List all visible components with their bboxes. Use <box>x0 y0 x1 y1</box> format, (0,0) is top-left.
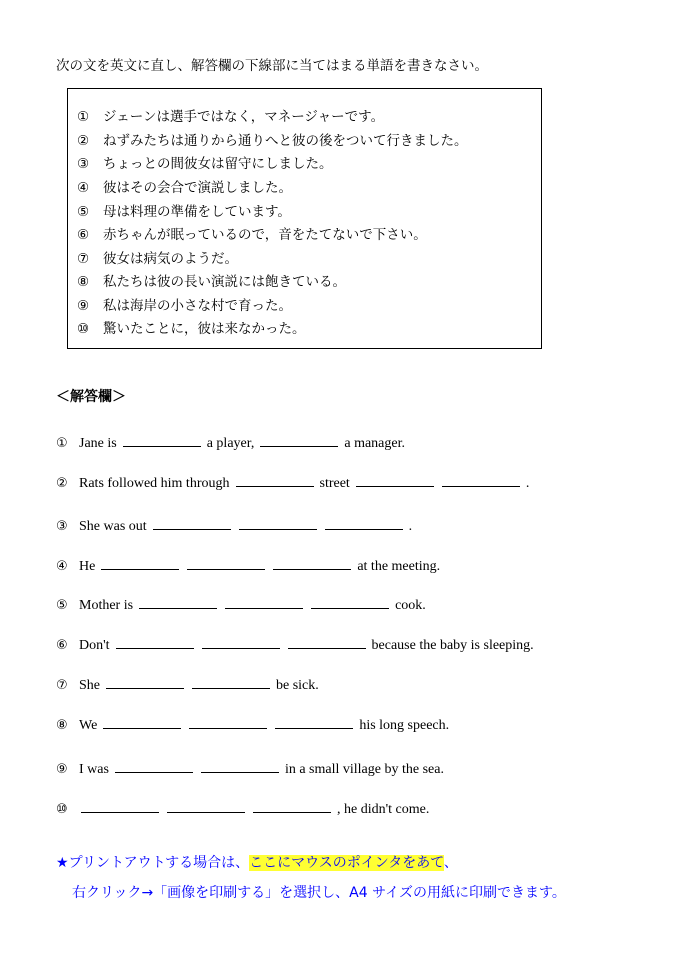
answer-blank[interactable] <box>139 596 217 609</box>
question-number: ① <box>77 109 90 125</box>
answer-blank[interactable] <box>275 716 353 729</box>
answer-row <box>56 474 531 492</box>
star-icon: ★ <box>56 855 69 871</box>
answer-row <box>56 676 321 694</box>
question-number: ⑩ <box>77 321 90 337</box>
answer-row <box>56 517 414 535</box>
question-item <box>77 270 346 290</box>
print-image-hotspot[interactable]: ここにマウスのポインタをあて <box>249 855 444 871</box>
answer-text: in a small village by the sea. <box>284 762 444 777</box>
question-item <box>77 223 427 243</box>
answer-number: ⑨ <box>56 762 68 777</box>
question-text: 私たちは彼の長い演説には飽きている。 <box>103 274 346 290</box>
question-number: ② <box>77 133 90 149</box>
answer-row <box>56 596 428 614</box>
answer-blank[interactable] <box>103 716 181 729</box>
question-item <box>77 152 333 172</box>
answer-text: his long speech. <box>359 718 450 733</box>
answer-number: ⑦ <box>56 678 68 693</box>
answer-number: ⑩ <box>56 802 68 817</box>
question-item <box>77 105 384 125</box>
answer-row <box>56 557 442 575</box>
question-number: ③ <box>77 156 90 172</box>
answer-text: because the baby is sleeping. <box>371 638 534 653</box>
print-note-line2: 右クリック→「画像を印刷する」を選択し、A4 サイズの用紙に印刷できます。 <box>72 885 566 901</box>
question-number: ⑤ <box>77 204 90 220</box>
answer-blank[interactable] <box>260 434 338 447</box>
answer-blank[interactable] <box>123 434 201 447</box>
question-text: ジェーンは選手ではなく，マネージャーです。 <box>103 109 385 125</box>
answer-text: Jane is <box>79 436 117 451</box>
question-number: ④ <box>77 180 90 196</box>
answer-blank[interactable] <box>225 596 303 609</box>
question-text: 私は海岸の小さな村で育った。 <box>103 298 292 314</box>
question-text: 彼はその会合で演説しました。 <box>103 180 292 196</box>
instruction-text: 次の文を英文に直し、解答欄の下線部に当てはまる単語を書きなさい。 <box>56 58 488 74</box>
answer-blank[interactable] <box>236 474 314 487</box>
answer-number: ⑥ <box>56 638 68 653</box>
question-text: ねずみたちは通りから通りへと彼の後をついて行きました。 <box>103 133 468 149</box>
answer-blank[interactable] <box>325 517 403 530</box>
answer-heading: ＜解答欄＞ <box>56 389 126 405</box>
answer-text: Don't <box>79 638 110 653</box>
answer-blank[interactable] <box>189 716 267 729</box>
answer-number: ④ <box>56 559 68 574</box>
answer-text: a player, <box>206 436 255 451</box>
answer-blank[interactable] <box>167 800 245 813</box>
answer-text: Rats followed him through <box>79 476 230 491</box>
question-number: ⑧ <box>77 274 90 290</box>
answer-text: at the meeting. <box>357 559 441 574</box>
answer-row <box>56 434 407 452</box>
question-text: 赤ちゃんが眠っているので，音をたてないで下さい。 <box>103 227 427 243</box>
answer-text: He <box>79 559 96 574</box>
answer-number: ③ <box>56 519 68 534</box>
answer-row <box>56 716 451 734</box>
answer-text: We <box>79 718 98 733</box>
answer-blank[interactable] <box>201 760 279 773</box>
question-number: ⑦ <box>77 251 90 267</box>
answer-blank[interactable] <box>442 474 520 487</box>
answer-text: . <box>408 519 413 534</box>
answer-text: She was out <box>79 519 147 534</box>
print-note-line1: ★プリントアウトする場合は、ここにマウスのポインタをあて、 <box>56 855 458 871</box>
question-number: ⑥ <box>77 227 90 243</box>
answer-blank[interactable] <box>253 800 331 813</box>
answer-blank[interactable] <box>202 636 280 649</box>
question-box <box>67 88 542 349</box>
answer-row <box>56 800 431 818</box>
question-number: ⑨ <box>77 298 90 314</box>
answer-blank[interactable] <box>356 474 434 487</box>
answer-blank[interactable] <box>311 596 389 609</box>
question-item <box>77 200 291 220</box>
question-text: 母は料理の準備をしています。 <box>103 204 291 220</box>
answer-blank[interactable] <box>106 676 184 689</box>
answer-blank[interactable] <box>288 636 366 649</box>
answer-row <box>56 760 446 778</box>
answer-number: ⑤ <box>56 598 68 613</box>
answer-number: ② <box>56 476 68 491</box>
answer-blank[interactable] <box>273 557 351 570</box>
answer-blank[interactable] <box>192 676 270 689</box>
question-item <box>77 176 292 196</box>
answer-text: street <box>319 476 350 491</box>
answer-number: ① <box>56 436 68 451</box>
answer-text: I was <box>79 762 109 777</box>
answer-row <box>56 636 536 654</box>
answer-text: , he didn't come. <box>337 802 430 817</box>
answer-text: She <box>79 678 100 693</box>
answer-blank[interactable] <box>153 517 231 530</box>
answer-number: ⑧ <box>56 718 68 733</box>
answer-blank[interactable] <box>116 636 194 649</box>
answer-blank[interactable] <box>101 557 179 570</box>
answer-text: be sick. <box>276 678 319 693</box>
question-item <box>77 294 292 314</box>
answer-blank[interactable] <box>187 557 265 570</box>
answer-blank[interactable] <box>115 760 193 773</box>
question-item <box>77 129 468 149</box>
answer-text: . <box>525 476 530 491</box>
question-item <box>77 247 238 267</box>
question-text: ちょっとの間彼女は留守にしました。 <box>103 156 333 172</box>
answer-text: a manager. <box>344 436 405 451</box>
question-text: 彼女は病気のようだ。 <box>103 251 238 267</box>
print-note-text: プリントアウトする場合は、 <box>68 855 250 871</box>
answer-blank[interactable] <box>239 517 317 530</box>
question-text: 驚いたことに，彼は来なかった。 <box>103 321 306 337</box>
answer-text: cook. <box>395 598 426 613</box>
answer-text: Mother is <box>79 598 134 613</box>
answer-blank[interactable] <box>81 800 159 813</box>
question-item <box>77 317 306 337</box>
